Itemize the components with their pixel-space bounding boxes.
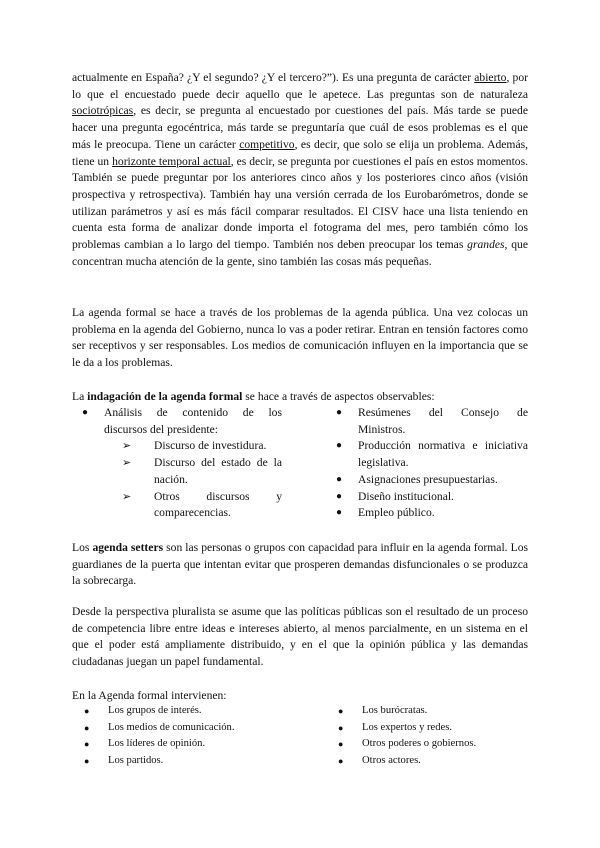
- bullet-icon: ●: [336, 507, 343, 519]
- paragraph-agenda-inquiry: [72, 389, 435, 406]
- list-item: [336, 405, 528, 438]
- text: , por lo que el encuestado puede decir aquello que le apetece. Las preguntas son de naturaleza: [72, 71, 528, 101]
- bullet-icon: ●: [338, 706, 344, 716]
- paragraph-intervening-actors-heading: En la Agenda formal intervienen:: [72, 689, 227, 702]
- list-item-text: Los medios de comunicación.: [108, 721, 235, 733]
- list-item-text: Los grupos de interés.: [108, 705, 202, 716]
- list-item: [82, 736, 302, 753]
- list-item: [336, 703, 528, 720]
- list-item: [336, 472, 528, 489]
- list-item-text: Otros actores.: [362, 754, 421, 766]
- list-item-text: Empleo público.: [358, 506, 435, 520]
- paragraph-survey-questions: [72, 70, 528, 270]
- list-item: [336, 753, 528, 770]
- list-item-text: Ministros.: [358, 422, 406, 436]
- text: , es decir, se pregunta al encuestado por cuestiones del país. Más tarde se puede hacer una pregunta egocéntrica, más tarde se preguntaría que cuál de esos problemas es el que más le preocupa. Tiene un carácter: [72, 104, 528, 151]
- text: son las personas o grupos con capacidad para influir en la agenda formal. Los guardianes de la puerta que intentan evitar que prosperen demandas disfuncionales o se produzca la sobrecarga.: [72, 541, 528, 588]
- arrow-bullet-icon: ➢: [122, 457, 132, 470]
- list-item: [336, 720, 528, 737]
- bullet-icon: ●: [338, 739, 344, 749]
- list-item-text: Otros poderes o gobiernos.: [362, 738, 477, 749]
- bullet-icon: ●: [84, 755, 90, 766]
- sub-list-item: [82, 455, 282, 488]
- list-item-text: Los líderes de opinión.: [108, 738, 206, 749]
- list-item: [336, 505, 528, 522]
- observable-aspects-list-left: [82, 405, 282, 522]
- list-item: [336, 438, 528, 471]
- paragraph-agenda-setters: [72, 540, 528, 590]
- bullet-icon: ●: [84, 739, 90, 749]
- underlined-term: horizonte temporal actual: [112, 154, 231, 168]
- sub-list-item-text: Discurso de investidura.: [154, 439, 267, 453]
- text: se hace a través de aspectos observables:: [242, 390, 435, 403]
- bold-term: indagación de la agenda formal: [87, 390, 243, 403]
- paragraph-pluralist-perspective: Desde la perspectiva pluralista se asume que las políticas públicas son el resultado de un proceso de competencia libre entre ideas e intereses abierto, al menos parcialmente, en un sistema en el que el poder está ampliamente distribuido, y en el que la opinión pública y las demandas ciudadanas juegan un papel fundamental.: [72, 605, 528, 669]
- list-item-text: legislativa.: [358, 456, 409, 470]
- underlined-term: abierto: [474, 71, 507, 84]
- bullet-icon: ●: [82, 407, 89, 418]
- text: , es decir, que solo se elija un problema. Además, tiene un: [72, 137, 529, 168]
- arrow-bullet-icon: ➢: [122, 440, 132, 453]
- list-item: [82, 703, 302, 720]
- list-item: [336, 489, 528, 506]
- underlined-term: competitivo: [239, 137, 295, 151]
- text: La: [72, 390, 88, 403]
- sub-list-item-text: Discurso del estado de la: [154, 456, 282, 470]
- list-item-text: Los burócratas.: [362, 705, 428, 716]
- bullet-icon: ●: [84, 722, 90, 733]
- text: , es decir, se pregunta por cuestiones el país en estos momentos. También se puede preguntar por los anteriores cinco años y los posteriores cinco años (visión prospectiva y retrospectiva). También hay una versión cerrada de los Eurobarómetros, donde se utilizan parámetros y así es más fácil comparar resultados. El CISV hace una lista teniendo en cuenta esta forma de analizar donde importa el fotograma del mes, pero también cómo los problemas cambian a lo largo del tiempo. También nos deben preocupar los temas: [72, 154, 529, 252]
- bullet-icon: ●: [338, 755, 344, 766]
- list-item-text: discursos del presidente:: [104, 422, 218, 436]
- bullet-icon: ●: [336, 473, 343, 485]
- text: actualmente en España? ¿Y el segundo? ¿Y el tercero?”). Es una pregunta de carácter: [72, 71, 475, 84]
- list-item-text: Diseño institucional.: [358, 489, 454, 503]
- list-item-text: Los partidos.: [108, 754, 164, 766]
- underlined-term: sociotrópicas: [72, 104, 134, 118]
- list-item-text: Análisis de contenido de los: [104, 406, 282, 419]
- sub-list-item-text: nación.: [154, 472, 188, 486]
- actors-list-left: [82, 703, 302, 769]
- sub-list-item: [82, 438, 282, 455]
- italic-term: grandes: [467, 238, 505, 252]
- bold-term: agenda setters: [92, 541, 164, 554]
- text: Los: [72, 541, 93, 554]
- observable-aspects-list-right: [336, 405, 528, 522]
- bullet-icon: ●: [336, 490, 343, 502]
- sub-list-item-text: comparecencias.: [154, 506, 231, 520]
- bullet-icon: ●: [84, 706, 90, 716]
- actors-list-right: [336, 703, 528, 769]
- list-item-text: Asignaciones presupuestarias.: [358, 472, 498, 486]
- bullet-icon: ●: [336, 440, 343, 452]
- list-item: [82, 720, 302, 737]
- sub-list-item: [82, 489, 282, 522]
- list-item: [82, 405, 282, 438]
- list-item-text: Los expertos y redes.: [362, 721, 453, 733]
- list-item: [336, 736, 528, 753]
- sub-list-item-text: Otros discursos y: [154, 489, 282, 503]
- bullet-icon: ●: [338, 722, 344, 733]
- list-item-text: Producción normativa e iniciativa: [358, 439, 528, 453]
- paragraph-formal-agenda: La agenda formal se hace a través de los problemas de la agenda pública. Una vez colocas un problema en la agenda del Gobierno, nunca lo vas a poder retirar. Entran en tensión factores como ser receptivos y ser responsables. Los medios de comunicación influyen en la importancia que se le da a los problemas.: [72, 306, 528, 370]
- list-item-text: Resúmenes del Consejo de: [358, 406, 528, 419]
- text: , que concentran mucha atención de la gente, sino también las cosas más pequeñas.: [72, 238, 528, 268]
- arrow-bullet-icon: ➢: [122, 490, 132, 503]
- list-item: [82, 753, 302, 770]
- bullet-icon: ●: [336, 407, 343, 418]
